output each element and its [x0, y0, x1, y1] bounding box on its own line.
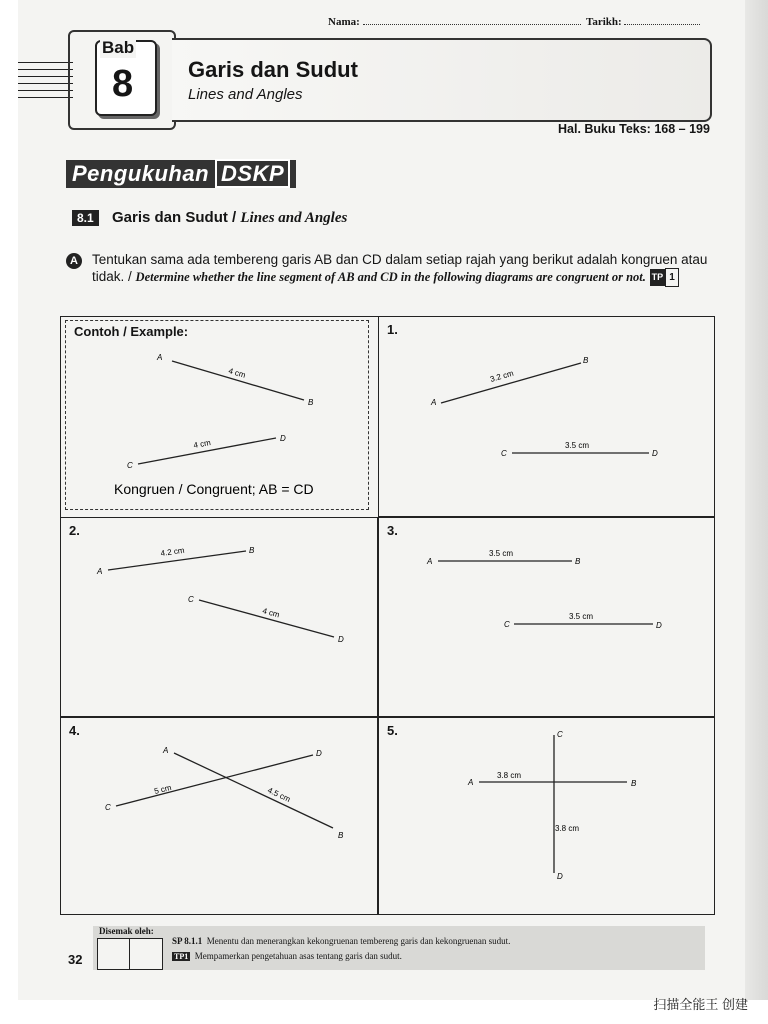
point-d-label: D — [652, 449, 658, 458]
example-label: Contoh / Example: — [74, 324, 189, 339]
length-cd-label: 4 cm — [261, 606, 281, 620]
sp-text: Menentu dan menerangkan kekongruenan tembereng garis dan kekongruenan sudut. — [206, 936, 511, 946]
tp-note — [172, 951, 402, 961]
point-c-label: C — [501, 449, 507, 458]
textbook-reference: Hal. Buku Teks: 168 – 199 — [558, 122, 710, 136]
bab-label: Bab — [102, 38, 135, 57]
name-date-line — [328, 14, 700, 28]
example-dashed-box — [65, 320, 369, 510]
instruction-english: Determine whether the line segment of AB and CD in the following diagrams are congruent or not. — [135, 270, 646, 285]
section-number: 8.1 — [72, 210, 99, 226]
section-title-english: Lines and Angles — [240, 210, 348, 226]
point-c-label: C — [504, 620, 510, 629]
length-ab-label: 4 cm — [227, 366, 247, 380]
cell-question-1 — [378, 317, 714, 517]
sp-code: SP 8.1.1 — [172, 936, 203, 946]
length-ab-label: 4.5 cm — [266, 785, 292, 804]
question-4-diagram — [61, 718, 376, 913]
nama-field[interactable] — [363, 14, 581, 25]
cell-question-3 — [378, 517, 714, 717]
point-b-label: B — [249, 546, 255, 555]
nama-label: Nama: — [328, 16, 360, 28]
point-b-label: B — [338, 831, 344, 840]
question-2-label: 2. — [69, 523, 80, 538]
point-a-label: A — [163, 746, 169, 755]
question-instruction — [92, 251, 714, 287]
section-title — [112, 209, 347, 227]
instruction-malay: Tentukan sama ada tembereng garis AB dan CD dalam setiap rajah yang berikut adalah kongruen atau tidak. / — [92, 252, 708, 285]
point-b-label: B — [631, 779, 637, 788]
scanner-watermark: 扫描全能王 创建 — [653, 997, 748, 1012]
dskp-boxed: DSKP — [215, 159, 290, 188]
length-ab-label: 3.8 cm — [497, 771, 522, 780]
point-d-label: D — [557, 872, 563, 881]
point-c-label: C — [105, 803, 111, 812]
length-ab-label: 4.2 cm — [160, 545, 186, 558]
point-d-label: D — [316, 749, 322, 758]
point-a-label: A — [157, 353, 163, 362]
question-3-label: 3. — [387, 523, 398, 538]
point-a-label: A — [97, 567, 103, 576]
cell-question-2 — [61, 517, 378, 717]
chapter-title-malay: Garis dan Sudut — [188, 57, 358, 82]
footer-band — [93, 926, 705, 970]
question-3-diagram — [379, 518, 713, 716]
question-2-diagram — [61, 518, 376, 716]
page-edge-shadow — [745, 0, 768, 1000]
point-b-label: B — [308, 398, 314, 407]
point-d-label: D — [656, 621, 662, 630]
point-a-label: A — [431, 398, 437, 407]
example-answer: Kongruen / Congruent; AB = CD — [114, 481, 314, 497]
point-a-label: A — [468, 778, 474, 787]
tp1-badge: TP1 — [174, 952, 189, 962]
segment-cd — [199, 600, 334, 637]
length-cd-label: 3.5 cm — [569, 612, 594, 621]
point-d-label: D — [338, 635, 344, 644]
standard-performance-note — [172, 936, 510, 946]
length-ab-label: 3.5 cm — [489, 549, 514, 558]
point-b-label: B — [583, 356, 589, 365]
tp-badge: TP — [650, 269, 666, 286]
point-c-label: C — [557, 730, 563, 739]
question-5-diagram — [379, 718, 713, 913]
point-c-label: C — [188, 595, 194, 604]
point-a-label: A — [427, 557, 433, 566]
decorative-lines — [18, 62, 73, 104]
checked-by-label: Disemak oleh: — [99, 926, 154, 936]
chapter-title-english: Lines and Angles — [188, 86, 303, 103]
point-b-label: B — [575, 557, 581, 566]
tp-level: 1 — [665, 268, 679, 287]
question-1-label: 1. — [387, 322, 398, 337]
tarikh-label: Tarikh: — [586, 16, 622, 28]
segment-ab — [172, 361, 304, 400]
length-ab-label: 3.2 cm — [489, 368, 515, 384]
tp1-text: Mempamerkan pengetahuan asas tentang garis dan sudut. — [194, 951, 402, 961]
diagram-grid — [60, 316, 715, 915]
segment-ab — [174, 753, 333, 828]
question-5-label: 5. — [387, 723, 398, 738]
question-letter-badge: A — [66, 253, 82, 269]
length-cd-label: 3.5 cm — [565, 441, 590, 450]
cell-example — [61, 317, 378, 517]
example-diagram — [66, 321, 366, 507]
cell-question-4 — [61, 717, 378, 914]
point-c-label: C — [127, 461, 133, 470]
length-cd-label: 3.8 cm — [555, 824, 580, 833]
dskp-banner — [66, 160, 296, 188]
tarikh-field[interactable] — [624, 14, 700, 25]
length-cd-label: 5 cm — [153, 783, 173, 796]
section-title-malay: Garis dan Sudut / — [112, 209, 237, 226]
length-cd-label: 4 cm — [192, 438, 212, 450]
dskp-text: Pengukuhan — [72, 161, 210, 186]
page-number: 32 — [68, 952, 83, 967]
question-4-label: 4. — [69, 723, 80, 738]
checked-by-boxes[interactable] — [97, 938, 163, 970]
chapter-number: 8 — [112, 63, 134, 105]
point-d-label: D — [280, 434, 286, 443]
cell-question-5 — [378, 717, 714, 914]
question-1-diagram — [379, 317, 713, 515]
